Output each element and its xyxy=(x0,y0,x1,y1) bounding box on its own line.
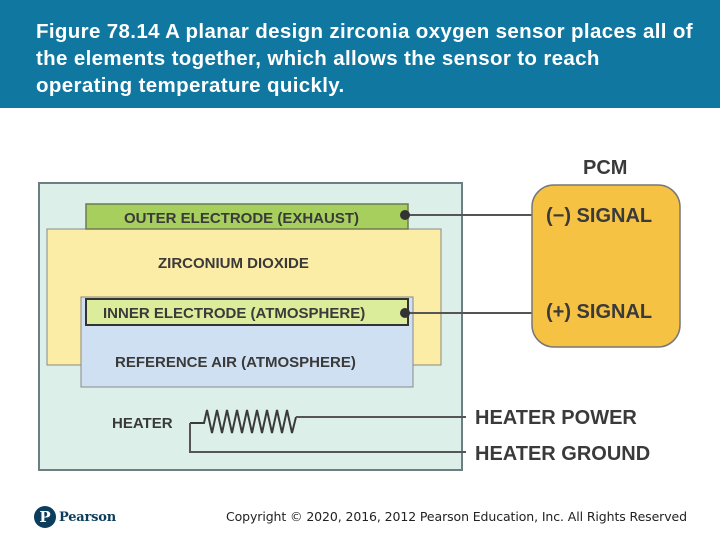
inner-electrode-label: INNER ELECTRODE (ATMOSPHERE) xyxy=(103,305,366,322)
outer-electrode-label: OUTER ELECTRODE (EXHAUST) xyxy=(124,210,360,227)
zirconium-dioxide-label: ZIRCONIUM DIOXIDE xyxy=(158,255,309,272)
pearson-logo-text: Pearson xyxy=(59,509,117,525)
copyright-notice: Copyright © 2020, 2016, 2012 Pearson Education, Inc. All Rights Reserved xyxy=(226,509,687,524)
pearson-logo-icon: P xyxy=(34,506,56,528)
pearson-logo xyxy=(34,505,116,529)
outer-electrode-terminal xyxy=(400,210,410,220)
heater-power-label: HEATER POWER xyxy=(475,407,637,429)
neg-signal-label: (−) SIGNAL xyxy=(546,205,653,227)
reference-air-label: REFERENCE AIR (ATMOSPHERE) xyxy=(115,354,356,371)
inner-electrode-terminal xyxy=(400,308,410,318)
pos-signal-label: (+) SIGNAL xyxy=(546,301,653,323)
oxygen-sensor-diagram xyxy=(0,108,720,498)
pcm-label: PCM xyxy=(583,157,628,179)
figure-caption: Figure 78.14 A planar design zirconia oxygen sensor places all of the elements together, which allows the sensor to reach operating temperature quickly. xyxy=(36,20,693,97)
heater-label: HEATER xyxy=(112,415,173,432)
heater-ground-label: HEATER GROUND xyxy=(475,443,651,465)
title-banner xyxy=(0,0,720,108)
